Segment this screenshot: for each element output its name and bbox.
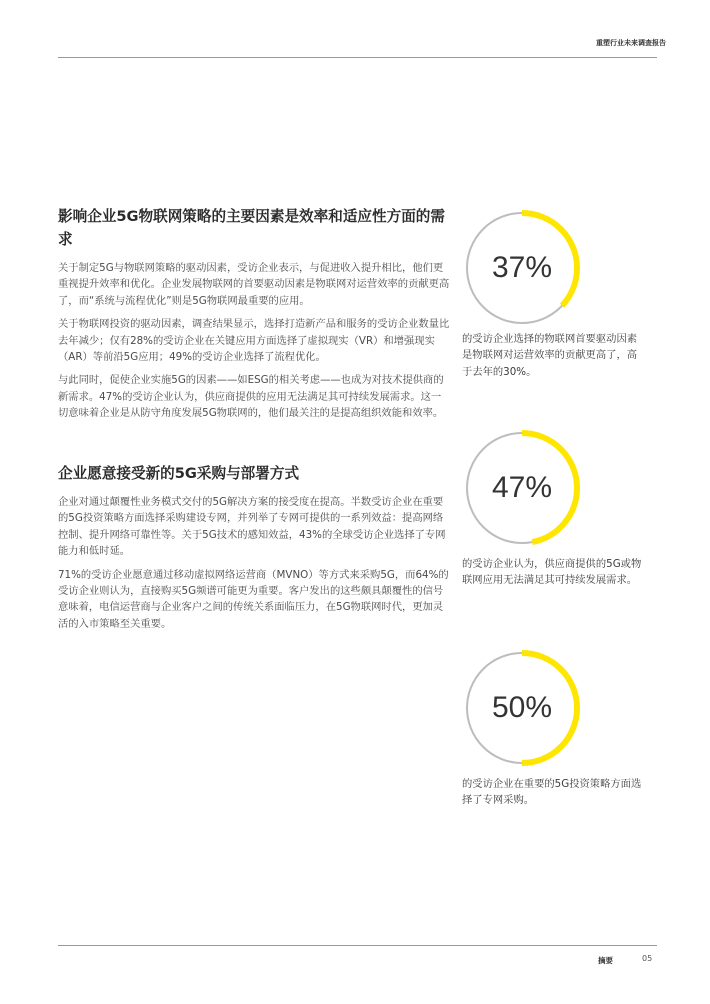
header-rule — [58, 57, 657, 58]
section-heading: 影响企业5G物联网策略的主要因素是效率和适应性方面的需求 — [58, 208, 445, 248]
stat-ring — [464, 650, 580, 766]
stat-value: 37% — [491, 251, 553, 284]
section-efficiency — [58, 205, 450, 429]
report-title: 重塑行业未来调查报告 — [596, 39, 666, 47]
stat-value: 50% — [491, 691, 553, 724]
paragraph: 71%的受访企业愿意通过移动虚拟网络运营商（MVNO）等方式来采购5G，而64%的受访企业则认为，直接购买5G频谱可能更为重要。客户发出的这些颇具颠覆性的信号意味着，电信运营商与企业客户之间的传统关系面临压力，在5G物联网时代，更加灵活的入市策略至关重要。 — [58, 568, 449, 630]
paragraph: 企业对通过颠覆性业务模式交付的5G解决方案的接受度在提高。半数受访企业在重要的5G投资策略方面选择采购建设专网，并列举了专网可提供的一系列效益：提高网络控制、提升网络可靠性等。关于5G技术的感知效益，43%的全球受访企业选择了专网能力和低时延。 — [58, 496, 446, 558]
section-heading: 企业愿意接受新的5G采购与部署方式 — [58, 465, 300, 482]
stat-caption: 的受访企业选择的物联网首要驱动因素是物联网对运营效率的贡献更高了，高于去年的30%。 — [462, 333, 638, 378]
stat-ring — [464, 210, 580, 326]
footer-rule — [58, 945, 657, 946]
paragraph: 与此同时，促使企业实施5G的因素——如ESG的相关考虑——也成为对技术提供商的新需求。47%的受访企业认为，供应商提供的应用无法满足其可持续发展需求。这一切意味着企业是从防守角度发展5G物联网的，他们最关注的是提高组织效能和效率。 — [58, 374, 444, 420]
stat-caption: 的受访企业认为，供应商提供的5G或物联网应用无法满足其可持续发展需求。 — [462, 558, 642, 587]
page-number: 05 — [642, 954, 653, 963]
footer-section-label: 摘要 — [598, 956, 613, 965]
stat-caption: 的受访企业在重要的5G投资策略方面选择了专网采购。 — [462, 778, 642, 807]
paragraph: 关于物联网投资的驱动因素，调查结果显示，选择打造新产品和服务的受访企业数量比去年减少；仅有28%的受访企业在关键应用方面选择了虚拟现实（VR）和增强现实（AR）等前沿5G应用；49%的受访企业选择了流程优化。 — [58, 318, 450, 364]
section-procurement — [58, 462, 450, 639]
stat-ring — [464, 430, 580, 546]
stat-value: 47% — [491, 471, 553, 504]
paragraph: 关于制定5G与物联网策略的驱动因素，受访企业表示，与促进收入提升相比，他们更重视提升效率和优化。企业发展物联网的首要驱动因素是物联网对运营效率的贡献更高了，而“系统与流程优化”则是5G物联网最重要的应用。 — [58, 262, 450, 307]
